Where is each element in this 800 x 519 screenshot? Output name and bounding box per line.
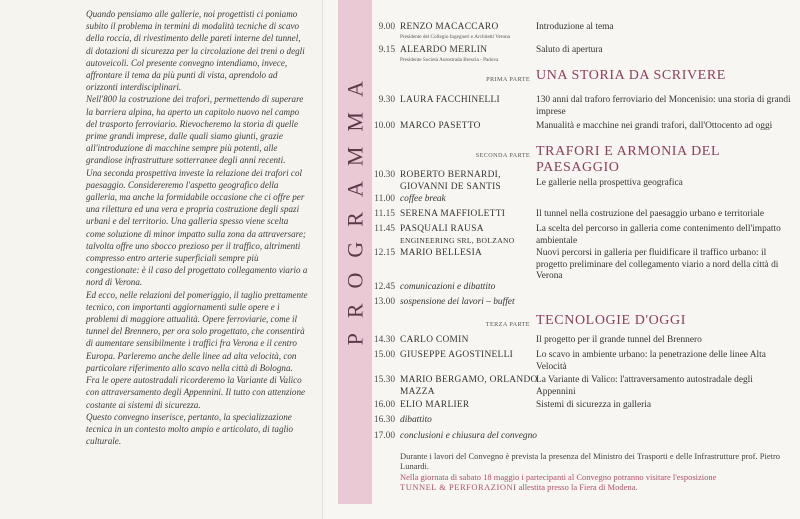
row-time: 16.00 bbox=[373, 400, 395, 410]
row-affiliation: Presidente del Collegio Ingegneri e Architetti Verona bbox=[400, 33, 510, 40]
row-speaker: SERENA MAFFIOLETTI bbox=[400, 209, 506, 219]
row-topic: Sistemi di sicurezza in galleria bbox=[536, 400, 652, 410]
row-speaker: ALEARDO MERLIN Presidente Società Autostrada Brescia - Padova bbox=[400, 45, 540, 64]
row-speaker: MARIO BERGAMO, ORLANDO MAZZA bbox=[400, 375, 538, 397]
row-affiliation: ENGINEERING SRL, BOLZANO bbox=[400, 235, 515, 245]
row-speaker: GIUSEPPE AGOSTINELLI bbox=[400, 350, 514, 360]
row-speaker: RENZO MACACCARO Presidente del Collegio Ingegneri e Architetti Verona bbox=[400, 22, 540, 41]
row-topic: Le gallerie nella prospettiva geografica bbox=[536, 178, 683, 188]
row-speaker: MARCO PASETTO bbox=[400, 121, 481, 131]
intro-paragraph: Una seconda prospettiva investe la relazione dei trafori col paesaggio. Considereremo l'aspetto geografico della galleria, ma anche la formidabile occasione che ci offre per una rilettura ed una vera e propria costruzione degli spazi urbani e del territorio. Una galleria spesso viene scelta come soluzione di minor impatto sulla zona da attraversare; talvolta offre uno sbocco prezioso per il traffico, altrimenti compresso entro arterie superficiali sempre più congestionate: è il caso del progettato collegamento viario a nord di Verona. bbox=[86, 167, 308, 288]
section-title: TECNOLOGIE D'OGGI bbox=[536, 313, 686, 328]
intro-paragraph: Questo convegno inserisce, pertanto, la specializzazione tecnica in un contesto molto ampio e articolato, di taglio culturale. bbox=[86, 411, 294, 447]
row-time: 10.00 bbox=[373, 121, 395, 131]
row-time: 9.30 bbox=[378, 95, 395, 105]
section-header bbox=[369, 68, 794, 88]
row-topic: La Variante di Valico: l'attraversamento autostradale degli Appennini bbox=[536, 375, 753, 397]
page-fold bbox=[322, 0, 323, 519]
row-time: 12.15 bbox=[373, 248, 395, 258]
row-topic: 130 anni dal traforo ferroviario del Moncenisio: una storia di grandi imprese bbox=[536, 95, 791, 117]
row-topic: Lo scavo in ambiente urbano: la penetrazione delle linee Alta Velocità bbox=[536, 350, 766, 372]
row-note: conclusioni e chiusura del convegno bbox=[400, 431, 537, 441]
section-label: SECONDA PARTE bbox=[475, 152, 530, 159]
row-topic: Manualità e macchine nei grandi trafori, dall'Ottocento ad oggi bbox=[536, 121, 773, 131]
exhibition-venue: allestita presso la Fiera di Modena. bbox=[516, 482, 638, 493]
row-time: 15.30 bbox=[373, 375, 395, 385]
intro-text bbox=[86, 8, 308, 447]
row-time: 10.30 bbox=[373, 170, 395, 180]
row-time: 9.15 bbox=[378, 45, 395, 55]
row-topic: Il tunnel nella costruzione del paesaggio urbano e territoriale bbox=[536, 209, 765, 219]
section-label: TERZA PARTE bbox=[485, 321, 530, 328]
program-heading-text: PROGRAMMA bbox=[342, 66, 368, 346]
row-time: 17.00 bbox=[373, 431, 395, 441]
row-time: 16.30 bbox=[373, 415, 395, 425]
row-note: sospensione dei lavori – buffet bbox=[400, 297, 515, 307]
footer-line: Durante i lavori del Convegno è prevista la presenza del Ministro dei Trasporti e delle Infrastrutture prof. Pietro Lunardi. bbox=[400, 451, 781, 472]
section-title: UNA STORIA DA SCRIVERE bbox=[536, 68, 726, 83]
section-header bbox=[369, 313, 794, 333]
row-note: comunicazioni e dibattito bbox=[400, 282, 496, 292]
intro-paragraph: Quando pensiamo alle gallerie, noi progettisti ci poniamo subito il problema in termini di modalità tecniche di scavo della roccia, di rivestimento delle pareti interne del tunnel, di dotazioni di sicurezza per la circolazione dei treni o degli autoveicoli. Col presente convegno intendiamo, invece, affrontare il tema da più punti di vista, aprendolo ad orizzonti interdisciplinari. bbox=[86, 9, 305, 93]
footer-line bbox=[400, 482, 796, 492]
row-time: 11.15 bbox=[374, 209, 395, 219]
row-topic: Introduzione al tema bbox=[536, 22, 614, 32]
footer-line: Nella giornata di sabato 18 maggio i partecipanti al Convegno potranno visitare l'esposizione bbox=[400, 471, 717, 482]
left-panel bbox=[0, 0, 322, 519]
row-topic: Nuovi percorsi in galleria per fluidificare il traffico urbano: il progetto preliminare del collegamento viario a nord della città di Verona bbox=[536, 248, 779, 281]
footer-notes bbox=[400, 451, 796, 493]
row-speaker: CARLO COMIN bbox=[400, 335, 469, 345]
section-label: PRIMA PARTE bbox=[486, 76, 530, 83]
row-topic: Saluto di apertura bbox=[536, 45, 603, 55]
row-time: 11.45 bbox=[374, 224, 395, 234]
exhibition-name: TUNNEL & PERFORAZIONI bbox=[400, 482, 517, 493]
row-time: 15.00 bbox=[373, 350, 395, 360]
row-topic: Il progetto per il grande tunnel del Brennero bbox=[536, 335, 702, 345]
row-topic: La scelta del percorso in galleria come contenimento dell'impatto ambientale bbox=[536, 224, 781, 246]
row-speaker: ELIO MARLIER bbox=[400, 400, 470, 410]
row-note: coffee break bbox=[400, 194, 446, 204]
row-affiliation: Presidente Società Autostrada Brescia - Padova bbox=[400, 56, 499, 63]
row-time: 12.45 bbox=[373, 282, 395, 292]
row-time: 13.00 bbox=[373, 297, 395, 307]
row-speaker: ROBERTO BERNARDI, GIOVANNI DE SANTIS bbox=[400, 170, 502, 192]
row-time: 11.00 bbox=[374, 194, 395, 204]
section-title: TRAFORI E ARMONIA DEL PAESAGGIO bbox=[536, 144, 720, 175]
row-speaker: LAURA FACCHINELLI bbox=[400, 95, 500, 105]
row-note: dibattito bbox=[400, 415, 432, 425]
row-speaker: PASQUALI RAUSA ENGINEERING SRL, BOLZANO bbox=[400, 224, 540, 246]
row-time: 14.30 bbox=[373, 335, 395, 345]
intro-paragraph: Ed ecco, nelle relazioni del pomeriggio, il taglio prettamente tecnico, con importanti aggiornamenti sulle opere e i problemi di maggiore attualità. Opere ferroviarie, come il tunnel del Brennero, per ora solo progettato, che consentirà di aumentare sensibilmente i traffici fra Verona e il centro Europa. Parleremo anche delle linee ad alta velocità, con particolare riferimento allo scavo nella città di Bologna. Fra le opere autostradali ricorderemo la Variante di Valico con attraversamento degli Appennini. Il tutto con attenzione costante ai sistemi di sicurezza. bbox=[86, 289, 308, 410]
intro-paragraph: Nell'800 la costruzione dei trafori, permettendo di superare la barriera alpina, ha aperto un capitolo nuovo nel campo del trasporto ferroviario. Rievocheremo la storia di quelle prime grandi imprese, dalle quali siamo giunti, grazie all'introduzione di macchine sempre più potenti, alle grandiose infrastrutture sotterranee degli anni recenti. bbox=[86, 94, 304, 166]
row-speaker: MARIO BELLESIA bbox=[400, 248, 483, 258]
row-time: 9.00 bbox=[378, 22, 395, 32]
